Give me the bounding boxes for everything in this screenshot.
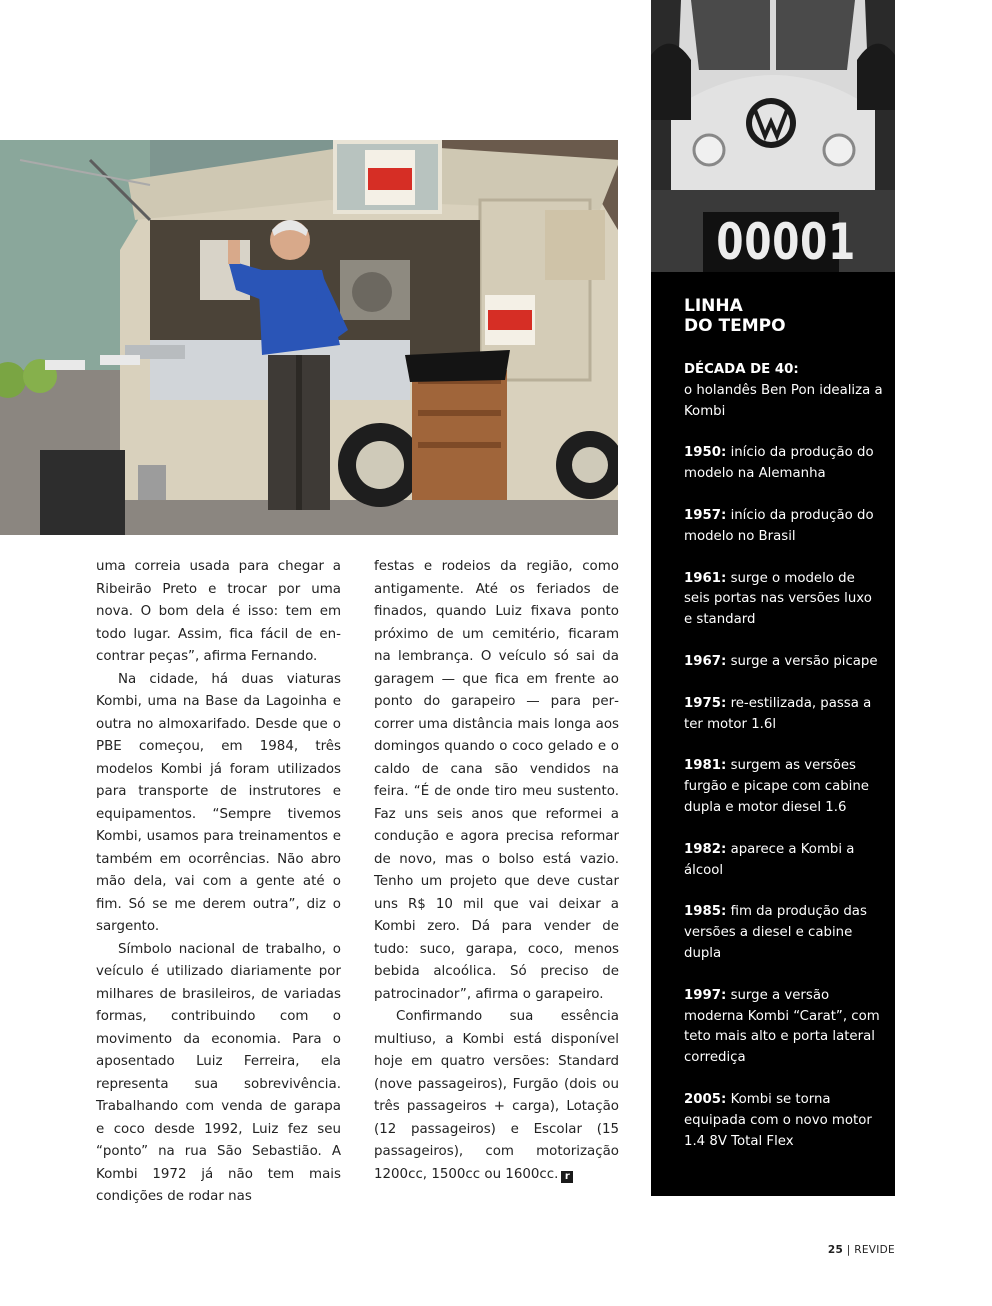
vintage-kombi-photo	[651, 0, 895, 272]
timeline-year: 1957:	[684, 507, 727, 523]
timeline-year: 1981:	[684, 758, 727, 774]
timeline-text: surge o modelo de seis portas nas versões luxo e standard	[684, 570, 872, 628]
article-paragraph: uma correia usada para chegar a Ribeirão Preto e trocar por uma nova. O bom dela é isso: tem em todo lugar. Assim, fica fácil de encontrar peças”, afirma Fernando.	[96, 559, 341, 664]
timeline-entry-1940s	[684, 360, 884, 422]
timeline-list	[684, 360, 884, 1173]
article-column-right	[374, 556, 619, 1186]
timeline-entry-1961	[684, 569, 884, 631]
kombi-photo	[0, 140, 618, 535]
timeline-year: 2005:	[684, 1091, 727, 1107]
timeline-entry-1982	[684, 840, 884, 882]
timeline-text: fim da produção das versões a diesel e cabine dupla	[684, 904, 867, 961]
timeline-text: surge a versão picape	[730, 653, 878, 669]
article-paragraph-text: Confirmando sua essência multiuso, a Kombi está disponível hoje em quatro versões: Standard (nove passageiros), Furgão (dois ou três passageiros + carga), Lotação (12 passageiros) e Escolar (15 passageiros), com motorização 1200cc, 1500cc ou 1600cc.	[374, 1009, 619, 1182]
article-paragraph: festas e rodeios da região, como antigamente. Até os feriados de finados, quando Luiz fixava ponto próximo de um cemitério, ficaram na lembrança. O veículo só sai da garagem — que fica em frente ao ponto do garapeiro — para percorrer uma distância mais longa aos domingos quando o coco gelado e o caldo de cana são vendidos na feira. “É de onde tiro meu sustento. Faz uns seis anos que reformei a condução e agora precisa reformar de novo, mas o bolso está vazio. Tenho um projeto que deve custar uns R$ 10 mil que vai deixar a Kombi zero. Dá para vender de tudo: suco, garapa, coco, menos bebida alcoólica. Só preciso de patrocinador”, afirma o garapeiro.	[374, 559, 619, 1002]
timeline-year: 1961:	[684, 570, 727, 586]
article-paragraph-final	[374, 1006, 619, 1186]
timeline-entry-2005	[684, 1090, 884, 1152]
timeline-entry-1997	[684, 986, 884, 1069]
timeline-year: DÉCADA DE 40:	[684, 362, 799, 377]
page-folio	[800, 1244, 895, 1256]
timeline-entry-1957	[684, 506, 884, 548]
timeline-year: 1985:	[684, 904, 727, 920]
timeline-entry-1981	[684, 756, 884, 818]
timeline-year: 1950:	[684, 445, 727, 461]
timeline-text: início da produção do modelo na Alemanha	[684, 445, 874, 482]
timeline-entry-1985	[684, 902, 884, 964]
timeline-sidebar	[651, 0, 895, 1196]
license-plate: 00001	[716, 213, 856, 271]
timeline-text: surgem as versões furgão e picape com cabine dupla e motor diesel 1.6	[684, 758, 869, 815]
timeline-text: o holandês Ben Pon idealiza a Kombi	[684, 382, 883, 419]
timeline-year: 1997:	[684, 987, 727, 1003]
article-column-left	[96, 556, 341, 1209]
page-number: 25	[827, 1244, 844, 1256]
timeline-entry-1950	[684, 443, 884, 485]
timeline-text: aparece a Kombi a álcool	[684, 841, 855, 878]
magazine-name: REVIDE	[854, 1244, 895, 1256]
timeline-entry-1967	[684, 652, 884, 673]
end-of-article-mark: r	[561, 1171, 573, 1183]
timeline-entry-1975	[684, 694, 884, 736]
timeline-text: início da produção do modelo no Brasil	[684, 507, 874, 544]
article-paragraph: Símbolo nacional de trabalho, o veículo é utilizado diariamente por milhares de brasileiros, de variadas formas, contribuindo com o movimento da economia. Para o aposentado Luiz Ferreira, ela representa sua sobrevivência. Trabalhando com venda de garapa e coco desde 1992, Luiz fez seu “ponto” na rua São Sebastião. A Kombi 1972 já não tem mais condições de rodar nas	[96, 941, 341, 1204]
timeline-text: surge a versão moderna Kombi “Carat”, com teto mais alto e porta lateral corrediça	[684, 987, 880, 1066]
kombi-photo-illustration	[0, 140, 618, 535]
timeline-title	[684, 296, 786, 336]
timeline-text: Kombi se torna equipada com o novo motor 1.4 8V Total Flex	[684, 1091, 872, 1149]
folio-separator: |	[846, 1244, 851, 1256]
timeline-text: re-estilizada, passa a ter motor 1.6l	[684, 695, 872, 732]
timeline-title-line2: DO TEMPO	[684, 316, 786, 336]
timeline-year: 1967:	[684, 653, 727, 669]
timeline-title-line1: LINHA	[684, 296, 743, 316]
article-paragraph: Na cidade, há duas viaturas Kombi, uma na Base da Lagoinha e outra no almoxarifado. Desde que o PBE começou, em 1984, três modelos Kombi já foram utilizados para transporte de instrutores e equipamentos. “Sempre tivemos Kombi, usamos para treinamentos e também em ocorrências. Não abro mão dela, vai com a gente até o fim. Só se me derem outra”, diz o sargento.	[96, 671, 341, 934]
timeline-year: 1975:	[684, 695, 727, 711]
timeline-year: 1982:	[684, 841, 727, 857]
